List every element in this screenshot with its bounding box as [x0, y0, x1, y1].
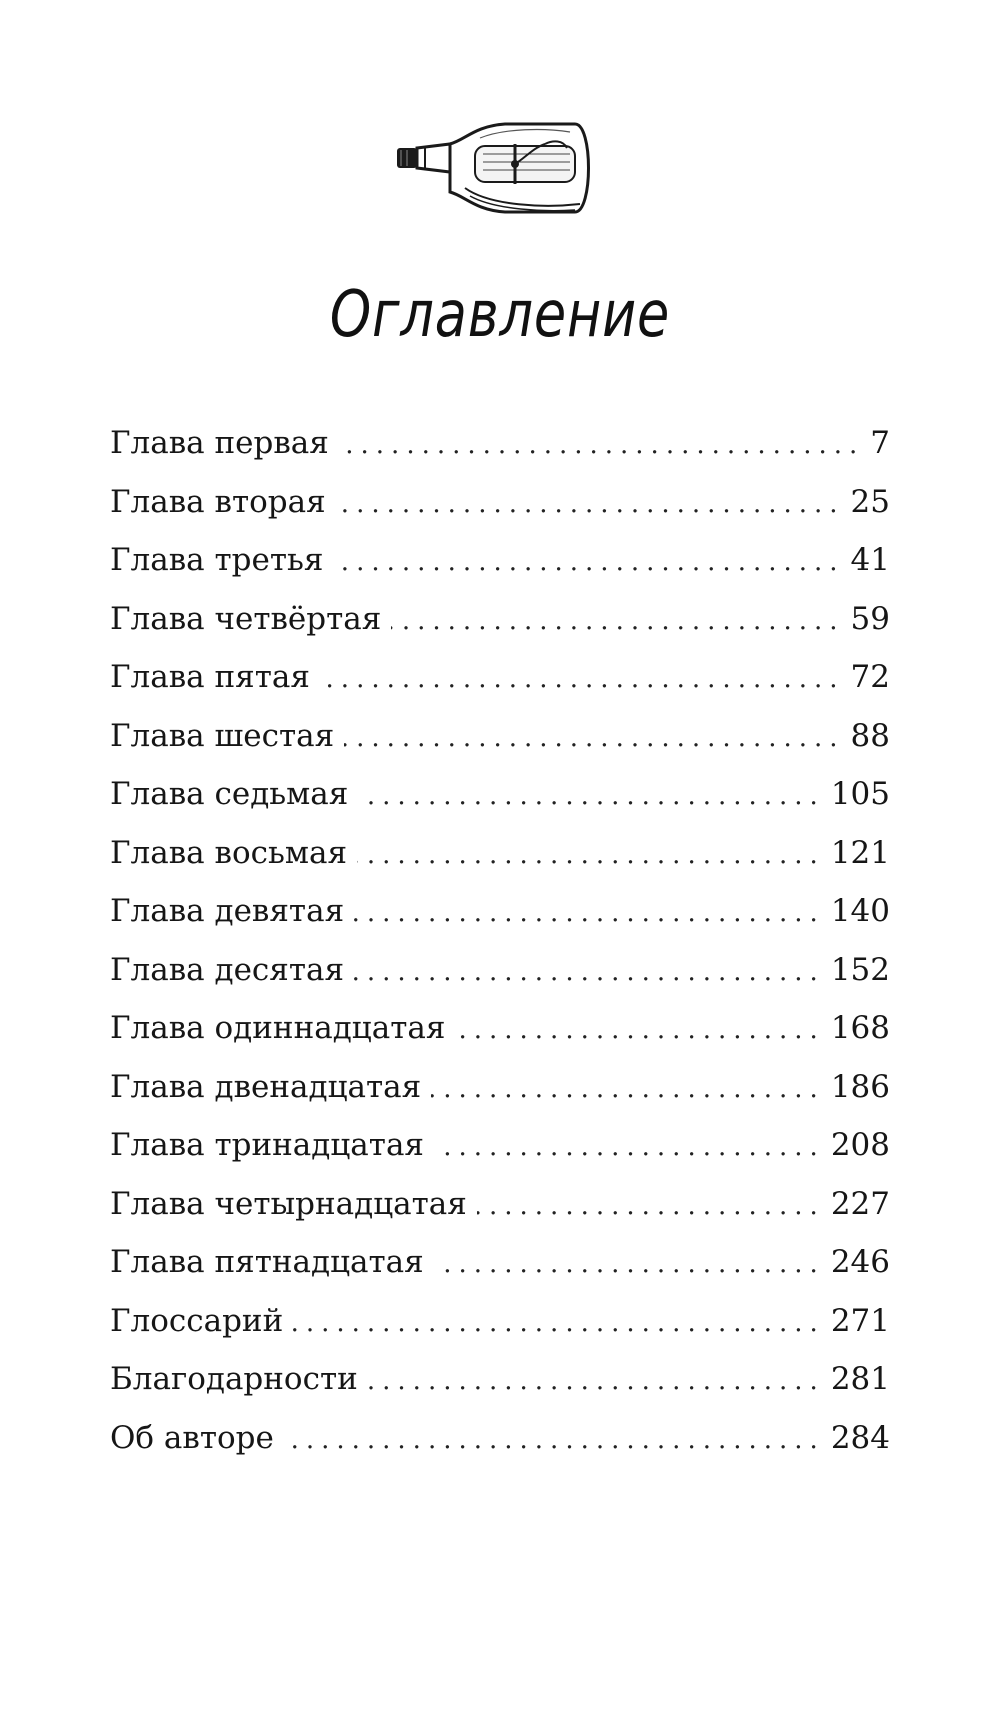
toc-entry: [110, 1175, 890, 1234]
dot-leader: [434, 1118, 825, 1177]
toc-entry-label: Глоссарий: [110, 1302, 284, 1339]
toc-entry-page-number: 271: [830, 1302, 890, 1339]
toc-entry: [110, 473, 890, 532]
toc-entry-page-number: 105: [830, 776, 890, 812]
toc-entry: [110, 882, 890, 941]
page-title: Оглавление: [329, 278, 671, 352]
toc-entry-page-number: 25: [850, 483, 890, 520]
dot-leader: [336, 475, 845, 534]
dot-leader: [333, 533, 844, 592]
toc-entry-label: Глава восьмая: [110, 834, 347, 871]
toc-entry: [110, 1350, 890, 1409]
toc-entry: [110, 824, 890, 883]
dot-leader: [434, 1235, 825, 1294]
toc-entry-page-number: 246: [830, 1244, 890, 1280]
table-of-contents: [110, 414, 890, 1467]
toc-entry-label: Глава вторая: [110, 483, 326, 520]
toc-entry: [110, 1409, 890, 1468]
toc-entry-label: Глава третья: [110, 542, 324, 578]
toc-entry-label: Глава девятая: [110, 893, 345, 929]
toc-entry: [110, 999, 890, 1058]
toc-entry-label: Об авторе: [110, 1419, 274, 1456]
toc-entry: [110, 1116, 890, 1175]
toc-entry-label: Глава двенадцатая: [110, 1068, 422, 1105]
toc-entry-page-number: 168: [830, 1010, 890, 1046]
toc-entry-page-number: 227: [830, 1185, 890, 1222]
toc-entry-page-number: 152: [830, 951, 890, 988]
toc-entry-page-number: 7: [870, 425, 890, 461]
dot-leader: [284, 1411, 825, 1470]
dot-leader: [455, 1001, 824, 1060]
toc-entry-label: Глава четвёртая: [110, 600, 382, 637]
toc-entry-page-number: 59: [850, 600, 890, 637]
toc-entry-label: Глава пятнадцатая: [110, 1244, 424, 1280]
dot-leader: [357, 826, 825, 885]
toc-entry: [110, 1233, 890, 1292]
toc-entry-label: Глава первая: [110, 425, 329, 461]
toc-entry: [110, 590, 890, 649]
dot-leader: [344, 709, 844, 768]
toc-entry-page-number: 72: [850, 659, 890, 695]
toc-entry: [110, 765, 890, 824]
dot-leader: [391, 592, 844, 651]
toc-entry: [110, 648, 890, 707]
toc-entry-page-number: 281: [830, 1361, 890, 1397]
toc-entry-page-number: 186: [830, 1068, 890, 1105]
toc-entry-page-number: 88: [850, 717, 890, 754]
toc-entry: [110, 707, 890, 766]
dot-leader: [354, 884, 825, 943]
toc-entry: [110, 1292, 890, 1351]
dot-leader: [339, 416, 864, 475]
toc-entry-label: Глава четырнадцатая: [110, 1185, 467, 1222]
dot-leader: [354, 943, 825, 1002]
toc-entry-page-number: 284: [830, 1419, 890, 1456]
dot-leader: [368, 1352, 825, 1411]
toc-entry-label: Глава пятая: [110, 659, 310, 695]
dot-leader: [431, 1060, 825, 1119]
toc-entry-label: Глава шестая: [110, 717, 335, 754]
toc-entry-page-number: 121: [830, 834, 890, 871]
toc-entry-page-number: 140: [830, 893, 890, 929]
toc-entry-label: Благодарности: [110, 1361, 358, 1397]
toc-entry: [110, 1058, 890, 1117]
toc-entry-label: Глава десятая: [110, 951, 345, 988]
toc-entry: [110, 941, 890, 1000]
dot-leader: [358, 767, 825, 826]
toc-entry-page-number: 41: [850, 542, 890, 578]
toc-entry-label: Глава седьмая: [110, 776, 349, 812]
toc-entry: [110, 414, 890, 473]
toc-entry-page-number: 208: [830, 1127, 890, 1163]
toc-entry-label: Глава одиннадцатая: [110, 1010, 446, 1046]
dot-leader: [477, 1177, 825, 1236]
dot-leader: [320, 650, 845, 709]
message-in-a-bottle-icon: [395, 118, 595, 218]
toc-entry-label: Глава тринадцатая: [110, 1127, 424, 1163]
toc-entry: [110, 531, 890, 590]
dot-leader: [293, 1294, 825, 1353]
